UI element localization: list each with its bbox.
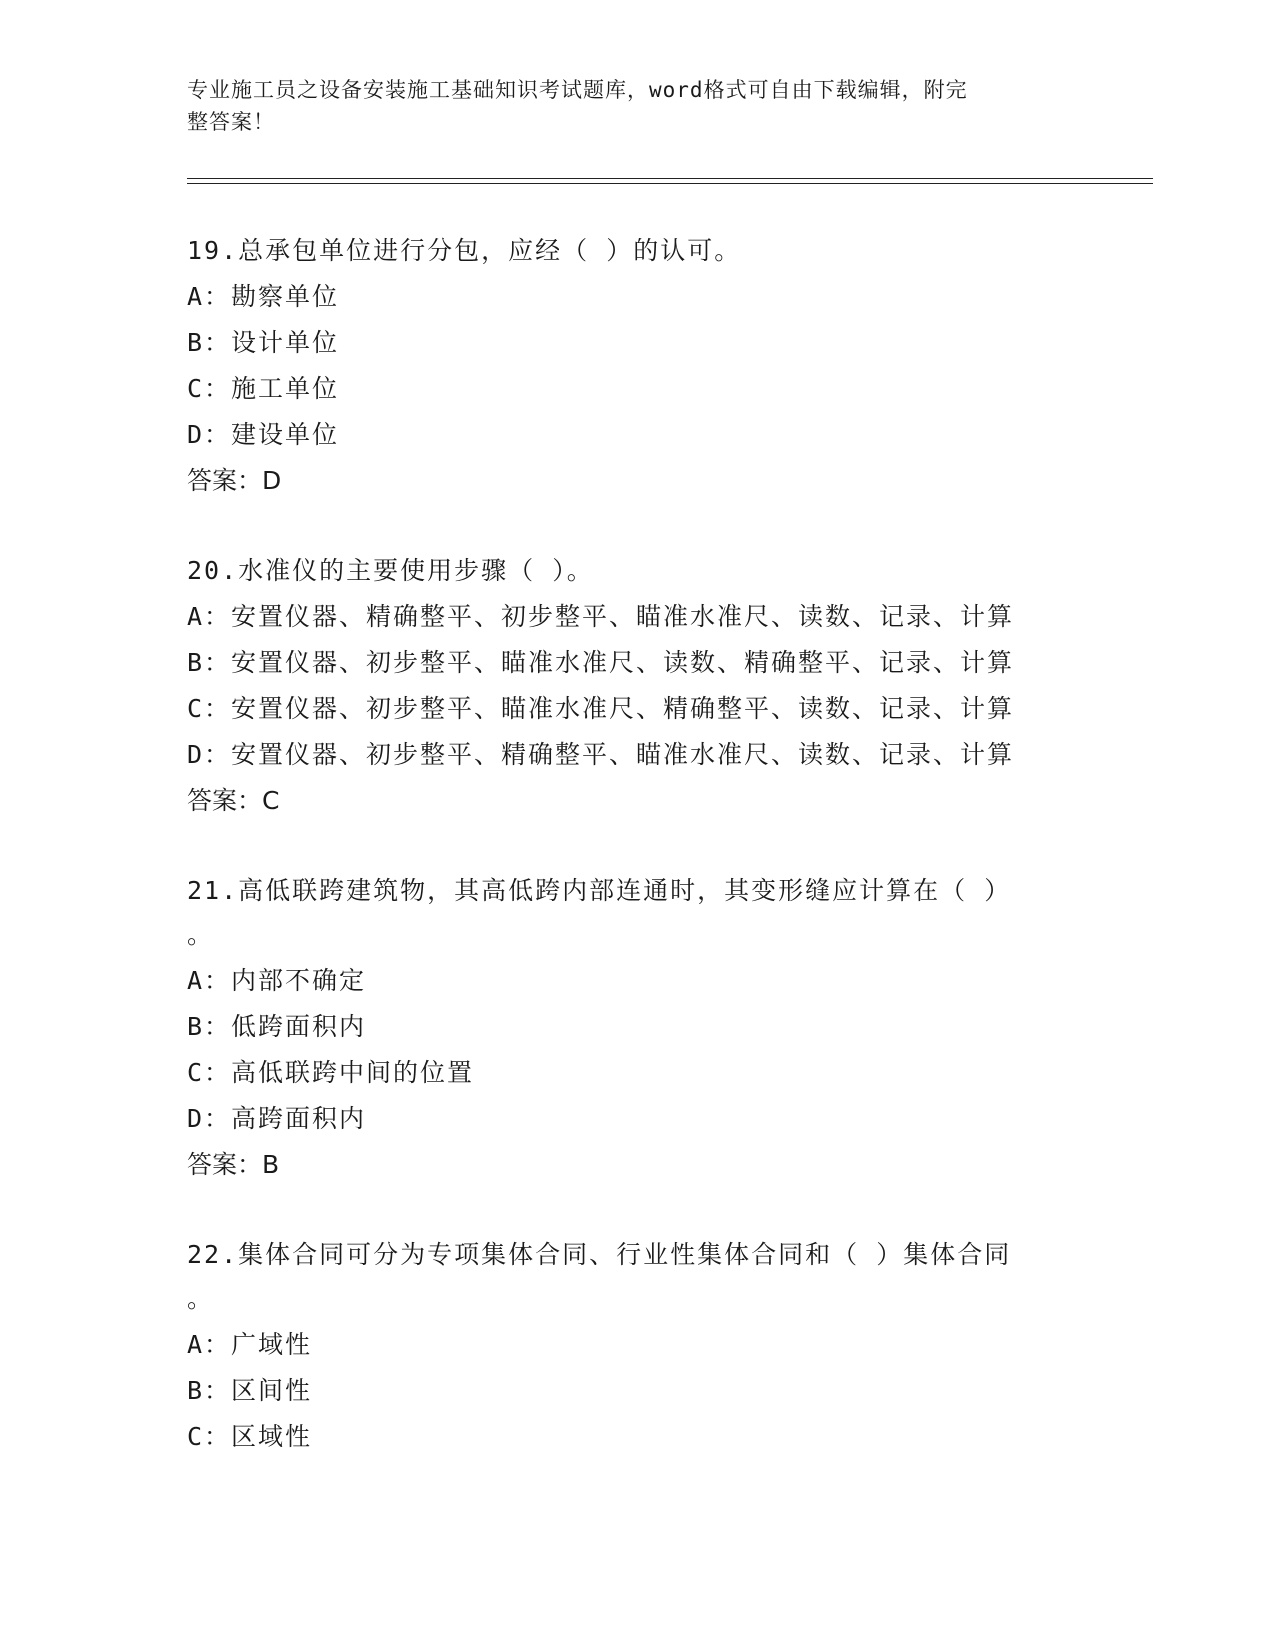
header-rule-bottom — [187, 183, 1153, 184]
question-list — [187, 235, 1107, 1511]
header-line-2: 整答案！ — [187, 110, 275, 134]
option-a: A：勘察单位 — [187, 282, 340, 311]
option-a: A：广域性 — [187, 1330, 313, 1359]
question-stem: 19.总承包单位进行分包，应经（ ）的认可。 — [187, 236, 742, 265]
option-d: D：安置仪器、初步整平、精确整平、瞄准水准尺、读数、记录、计算 — [187, 740, 1015, 769]
question-stem: 21.高低联跨建筑物，其高低跨内部连通时，其变形缝应计算在（ ） — [187, 876, 1012, 905]
option-a: A：安置仪器、精确整平、初步整平、瞄准水准尺、读数、记录、计算 — [187, 602, 1015, 631]
option-b: B：安置仪器、初步整平、瞄准水准尺、读数、精确整平、记录、计算 — [187, 648, 1015, 677]
question-stem: 22.集体合同可分为专项集体合同、行业性集体合同和（ ）集体合同 — [187, 1240, 1012, 1269]
question-stem-continuation: 。 — [187, 920, 215, 949]
option-c: C：区域性 — [187, 1422, 313, 1451]
option-d: D：高跨面积内 — [187, 1104, 367, 1133]
answer-line: 答案：C — [187, 786, 280, 815]
option-b: B：区间性 — [187, 1376, 313, 1405]
option-c: C：施工单位 — [187, 374, 340, 403]
document-header — [187, 74, 1077, 138]
question-stem-continuation: 。 — [187, 1284, 215, 1313]
answer-line: 答案：D — [187, 466, 282, 495]
option-c: C：安置仪器、初步整平、瞄准水准尺、精确整平、读数、记录、计算 — [187, 694, 1015, 723]
question-stem: 20.水准仪的主要使用步骤（ ）。 — [187, 556, 594, 585]
option-a: A：内部不确定 — [187, 966, 367, 995]
question-21 — [187, 875, 1107, 1181]
option-c: C：高低联跨中间的位置 — [187, 1058, 475, 1087]
option-b: B：设计单位 — [187, 328, 340, 357]
question-19 — [187, 235, 1107, 497]
header-rule-top — [187, 178, 1153, 179]
question-22 — [187, 1239, 1107, 1453]
answer-line: 答案：B — [187, 1150, 280, 1179]
header-line-1: 专业施工员之设备安装施工基础知识考试题库，word格式可自由下载编辑，附完 — [187, 78, 968, 102]
option-b: B：低跨面积内 — [187, 1012, 367, 1041]
question-20 — [187, 555, 1107, 817]
option-d: D：建设单位 — [187, 420, 340, 449]
